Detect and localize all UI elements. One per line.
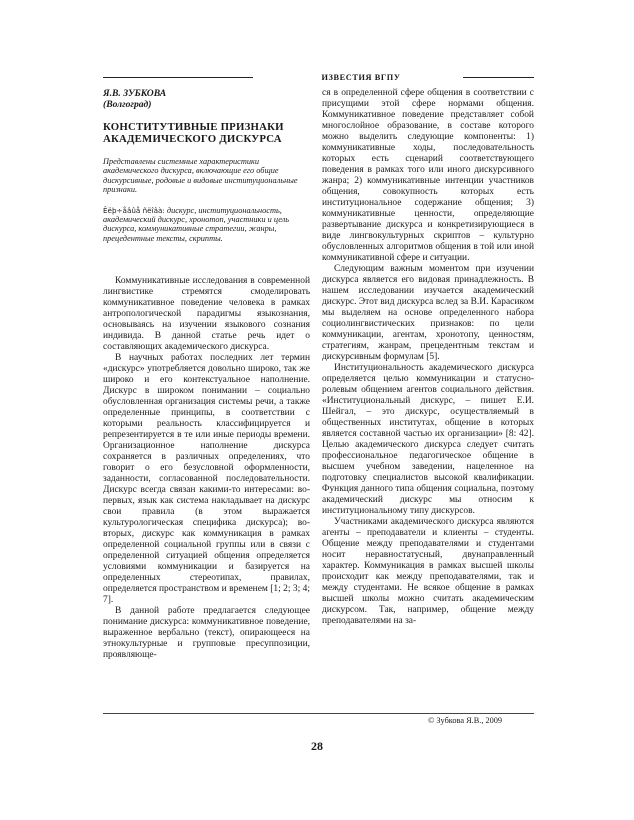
right-column — [322, 88, 534, 627]
paragraph: Участниками академического дискурса являются агенты – преподаватели и клиенты – студенты. Общение между преподавателями и студентами носит неравностатусный, двунаправленный характер. Коммуникация в рамках высшей школы происходит как между преподавателями, так и между студентами. Не всякое общение в рамках высшей школы можно считать академическим дискурсом. Так, например, общение между преподавателями на за- — [322, 517, 534, 626]
abstract: Представлены системные характеристики академического дискурса, включающие его общие дискурсивные, родовые и видовые институциональные признаки. — [103, 157, 298, 195]
title-line-2: АКАДЕМИЧЕСКОГО ДИСКУРСА — [103, 133, 282, 145]
footer-rule — [103, 713, 534, 714]
journal-title: ИЗВЕСТИЯ ВГПУ — [321, 73, 401, 82]
page-number: 28 — [311, 739, 323, 753]
left-body — [103, 276, 310, 661]
left-column — [103, 88, 310, 661]
paragraph: Институциональность академического дискурса определяется целью коммуникации и статусно-ролевым общением агентов социального действия. «Институциональный дискурс, – пишет Е.И. Шейгал, – это дискурс, осуществляемый в общественных институтах, общение в которых является составной частью их организации» [8: 42]. Целью академического дискурса следует считать профессиональное педагогическое общение в высшем учебном заведении, нацеленное на подготовку специалистов высокой квалификации. Функция данного типа общения социальна, поэтому академический дискурс мы относим к институциональному типу дискурсов. — [322, 363, 534, 516]
title-line-1: КОНСТИТУТИВНЫЕ ПРИЗНАКИ — [103, 121, 284, 133]
keywords-label: Êëþ÷åâûå ñëîâà: — [103, 205, 165, 215]
paragraph: Коммуникативные исследования в современной лингвистике стремятся смоделировать коммуникативное поведение человека в рамках антропологической парадигмы языкознания, основываясь на изучении языкового сознания индивида. В данной статье речь идет о составляющих академического дискурса. — [103, 276, 310, 353]
copyright-notice: © Зубкова Я.В., 2009 — [428, 716, 503, 725]
author-affiliation: (Волгоград) — [103, 99, 152, 110]
keywords-block — [103, 206, 310, 244]
paragraph: В научных работах последних лет термин «дискурс» употребляется довольно широко, так же широко и его контекстуальное наполнение. Дискурс в широком понимании – социально обусловленная организация системы речи, а также определенные принципы, в соответствии с которыми реальность классифицируется и репрезентируется в те или иные периоды времени. Организационное наполнение дискурса сохраняется в различных определениях, что говорит о его безусловной оформленности, заданности, согласованной последовательности. Дискурс всегда связан какими-то интересами: во-первых, язык как система накладывает на дискурс свои правила (в этом выражается культурологическая специфика дискурса); во-вторых, дискурс как коммуникация в рамках определенной социальной группы или в связи с определенной ситуацией общения определяется условиями коммуникации и базируется на определенных стереотипах, правилах, определяется пространством и временем [1; 2; 3; 4; 7]. — [103, 353, 310, 606]
paragraph: В данной работе предлагается следующее понимание дискурса: коммуникативное поведение, выраженное вербально (текст), опирающееся на этнокультурные и групповые пресуппозиции, проявляюще- — [103, 606, 310, 661]
author-name: Я.В. ЗУБКОВА — [103, 88, 167, 99]
header-rule-right — [463, 77, 534, 78]
article-title — [103, 121, 310, 145]
running-header — [103, 72, 534, 84]
paragraph: Следующим важным моментом при изучении дискурса является его видовая принадлежность. В нашем исследовании изучается академический дискурс. Этот вид дискурса вслед за В.И. Карасиком мы выделяем на основе определенного набора социолингвистических признаков: по цели коммуникации, агентам, хронотопу, ценностям, стратегиям, жанрам, прецедентным текстам и дискурсивным формулам [5]. — [322, 264, 534, 362]
paragraph: ся в определенной сфере общения в соответствии с присущими этой сфере нормами общения. Коммуникативное поведение представляет собой многослойное образование, в составе которого можно выделить следующие компоненты: 1) коммуникативные ходы, последовательность которых есть сценарий соответствующего поведения в рамках того или иного дискурсивного жанра; 2) коммуникативные интенции участников общения, совокупность которых есть институциональное содержание общения; 3) коммуникативные ценности, определяющие развертывание дискурса и конкретизирующиеся в виде лингвокультурных скриптов – культурно обусловленных алгоритмов общения в той или иной коммуникативной сфере и ситуации. — [322, 88, 534, 263]
keywords-text: дискурс, институциональность, академический дискурс, хронотоп, участники и цель дискурса, коммуникативные стратегии, жанры, прецедентные тексты, скрипты. — [103, 205, 290, 243]
header-rule-left — [103, 77, 253, 78]
